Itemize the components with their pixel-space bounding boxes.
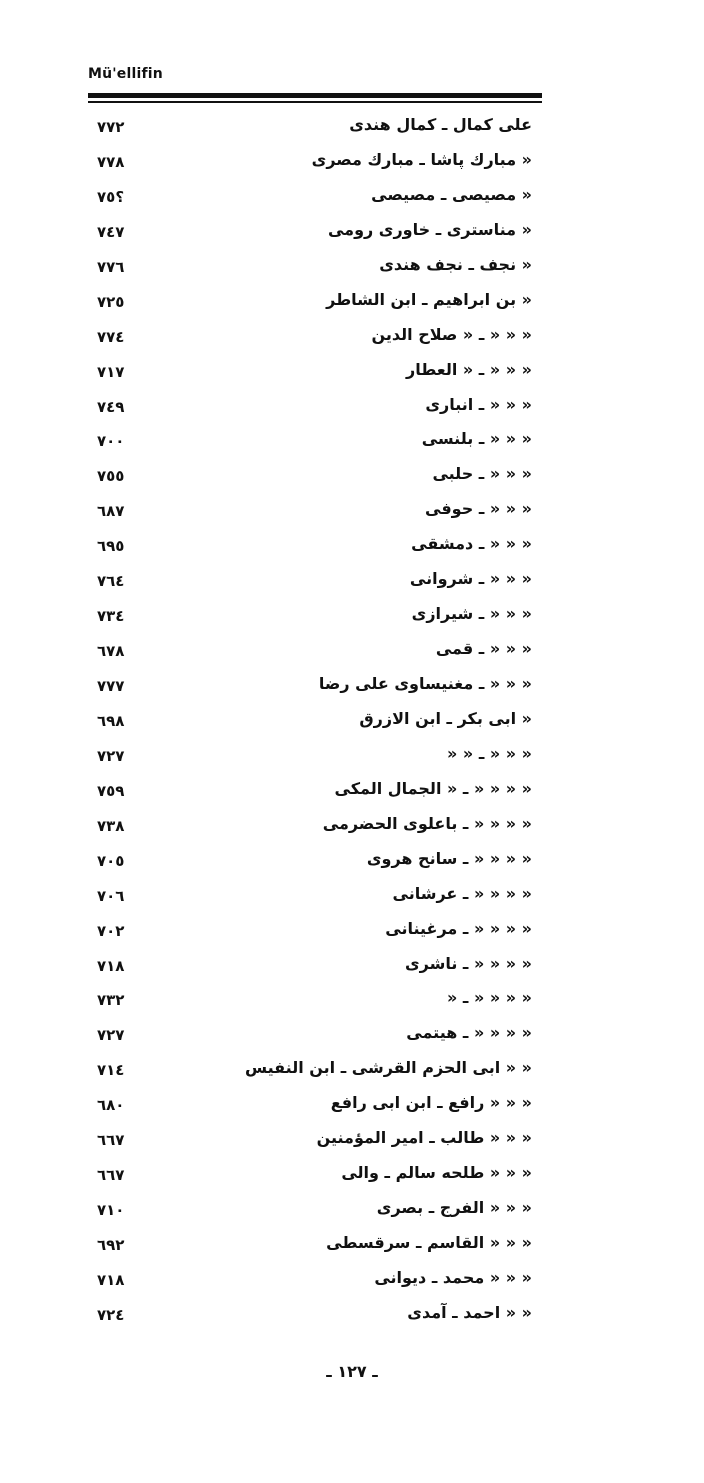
- entry-name: « « « الفرج ـ بصری: [376, 1198, 532, 1218]
- index-entry: [0, 881, 704, 916]
- entry-page-number: ٦٦۷: [97, 1131, 125, 1150]
- entry-name: « « « ـ دمشقی: [411, 534, 532, 554]
- entry-name: « « « ـ حلبی: [432, 464, 532, 484]
- index-entry: [0, 601, 704, 636]
- index-entry: [0, 1090, 704, 1125]
- entry-page-number: ۷۱۸: [97, 956, 125, 975]
- index-entry: [0, 636, 704, 671]
- entry-name: « « « ـ مغنیساوی علی رضا: [318, 674, 532, 693]
- entry-name: « « « ـ انباری: [425, 394, 532, 414]
- index-entry: [0, 1020, 704, 1055]
- entry-name: « ابی بکر ـ ابن الازرق: [359, 708, 532, 728]
- entry-name: « « « ـ شروانی: [409, 569, 532, 589]
- entry-page-number: ۷۱۸: [97, 1270, 125, 1289]
- entry-page-number: ٦۹٥: [97, 537, 125, 556]
- entry-name: « « « ـ شیرازی: [411, 604, 532, 624]
- index-entry: [0, 531, 704, 566]
- entry-page-number: ۷۰٥: [97, 851, 125, 870]
- entry-name: « « « ـ « «: [447, 743, 532, 763]
- entry-name: « « « « ـ عرشانی: [392, 883, 532, 903]
- entry-name: « « « ـ « صلاح الدین: [371, 324, 532, 344]
- entry-page-number: ۷٥۹: [97, 781, 125, 800]
- index-entry: [0, 706, 704, 741]
- entry-page-number: ۷۷۷: [97, 677, 125, 695]
- index-list: [0, 112, 704, 1335]
- index-entry: [0, 217, 704, 252]
- entry-name: « نجف ـ نجف هندی: [379, 254, 532, 274]
- entry-page-number: ٦۸۰: [97, 1096, 125, 1115]
- entry-name: « « « محمد ـ دیوانی: [374, 1267, 532, 1287]
- index-entry: [0, 985, 704, 1020]
- entry-name: « « ابی الحزم القرشی ـ ابن النفیس: [245, 1058, 532, 1078]
- entry-page-number: ٦۹۲: [97, 1236, 125, 1254]
- entry-page-number: ۷۷٤: [97, 327, 125, 346]
- entry-name: « مصیصی ـ مصیصی: [371, 184, 532, 204]
- entry-page-number: ۷۰۲: [97, 921, 125, 940]
- entry-name: « « « « ـ سانح هروی: [366, 848, 532, 868]
- entry-page-number: ۷٦٤: [97, 572, 125, 591]
- entry-page-number: ۷۱۷: [97, 362, 125, 381]
- index-entry: [0, 1055, 704, 1090]
- entry-name: « « « « ـ مرغینانی: [385, 918, 532, 938]
- index-entry: [0, 951, 704, 986]
- index-entry: [0, 357, 704, 392]
- entry-name: « « « القاسم ـ سرقسطی: [326, 1233, 532, 1252]
- entry-page-number: ٦۹۸: [97, 711, 125, 730]
- entry-page-number: ۷٤۹: [97, 397, 125, 416]
- entry-name: « « « « ـ ناشری: [404, 953, 532, 973]
- entry-name: « « « « ـ « الجمال المکی: [334, 778, 532, 798]
- index-entry: [0, 112, 704, 147]
- index-entry: [0, 776, 704, 811]
- index-entry: [0, 182, 704, 217]
- entry-page-number: ۷۲٥: [97, 292, 125, 311]
- index-entry: [0, 252, 704, 287]
- entry-page-number: ۷۷۸: [97, 152, 125, 171]
- index-entry: [0, 1160, 704, 1195]
- entry-page-number: ۷۲٤: [97, 1305, 125, 1324]
- entry-name: « « « رافع ـ ابن ابی رافع: [330, 1093, 532, 1113]
- entry-name: « مبارك پاشا ـ مبارك مصری: [311, 149, 532, 169]
- entry-page-number: ۷۱٤: [97, 1061, 125, 1080]
- entry-name: « « « ـ حوفی: [425, 499, 532, 519]
- index-entry: [0, 461, 704, 496]
- index-entry: [0, 671, 704, 706]
- entry-name: « « « ـ بلنسی: [421, 429, 532, 449]
- entry-page-number: ٦۷۸: [97, 642, 125, 661]
- index-entry: [0, 426, 704, 461]
- entry-page-number: ۷۱۰: [97, 1201, 125, 1220]
- entry-name: « « « ـ « العطار: [406, 359, 532, 379]
- index-entry: [0, 566, 704, 601]
- entry-name: « بن ابراهیم ـ ابن الشاطر: [326, 289, 532, 309]
- entry-name: « « « « ـ هیتمی: [406, 1023, 532, 1043]
- entry-page-number: ۷۲۷: [97, 1026, 125, 1045]
- header-rule-thick: [88, 93, 542, 98]
- entry-name: « « احمد ـ آمدی: [407, 1302, 532, 1322]
- entry-name: « « « « ـ باعلوی الحضرمی: [322, 813, 532, 833]
- entry-name: « « « طلحه سالم ـ والی: [341, 1163, 532, 1183]
- index-entry: [0, 1230, 704, 1265]
- header-rule-thin: [88, 101, 542, 103]
- entry-page-number: ؟۷٥: [97, 187, 125, 206]
- entry-page-number: ۷۰٦: [97, 886, 125, 905]
- entry-page-number: ۷٤۷: [97, 222, 125, 241]
- entry-page-number: ۷۰۰: [97, 432, 125, 451]
- index-entry: [0, 496, 704, 531]
- index-entry: [0, 322, 704, 357]
- entry-page-number: ٦٦۷: [97, 1166, 125, 1185]
- index-entry: [0, 916, 704, 951]
- entry-name: « مناستری ـ خاوری رومی: [327, 219, 532, 239]
- index-entry: [0, 1125, 704, 1160]
- page-folio: ـ ۱۲۷ ـ: [326, 1362, 378, 1381]
- entry-name: « « « طالب ـ امیر المؤمنین: [316, 1128, 532, 1148]
- index-entry: [0, 1265, 704, 1300]
- entry-page-number: ۷۲۷: [97, 746, 125, 765]
- index-entry: [0, 1300, 704, 1335]
- index-entry: [0, 811, 704, 846]
- index-entry: [0, 392, 704, 427]
- entry-name: « « « « ـ «: [447, 988, 532, 1008]
- index-entry: [0, 147, 704, 182]
- index-entry: [0, 1195, 704, 1230]
- entry-page-number: ۷۳۲: [97, 991, 125, 1010]
- entry-page-number: ۷۷٦: [97, 257, 125, 276]
- entry-page-number: ۷۳۸: [97, 816, 125, 835]
- entry-page-number: ٦۸۷: [97, 502, 125, 521]
- entry-page-number: ۷۷۲: [97, 118, 125, 136]
- running-header: Mü'ellifin: [88, 66, 163, 82]
- index-entry: [0, 287, 704, 322]
- entry-name: « « « ـ قمی: [435, 639, 532, 659]
- entry-name: علی کمال ـ کمال هندی: [349, 115, 532, 134]
- entry-page-number: ۷۳٤: [97, 607, 125, 626]
- index-entry: [0, 741, 704, 776]
- index-entry: [0, 846, 704, 881]
- entry-page-number: ۷٥٥: [97, 467, 125, 486]
